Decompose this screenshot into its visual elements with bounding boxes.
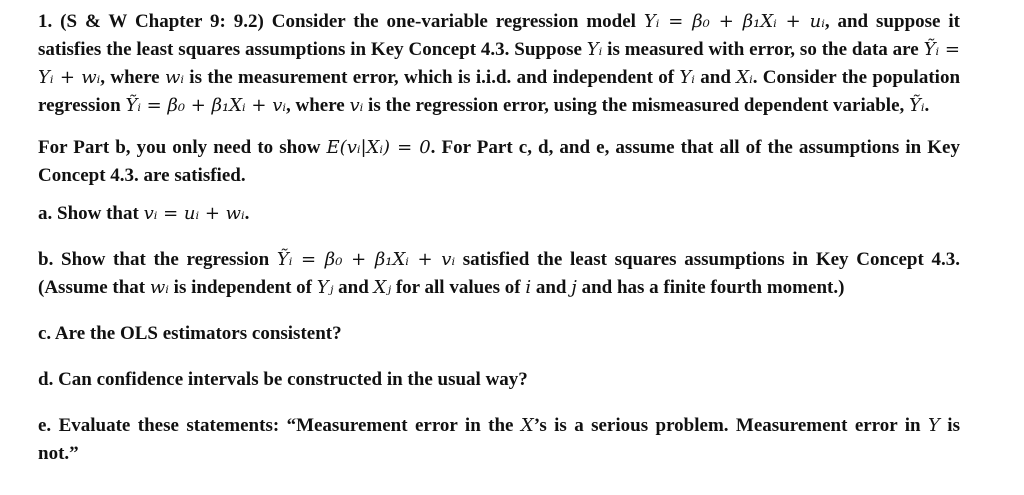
population-regression-equation: Ỹᵢ = β₀ + β₁Xᵢ + vᵢ bbox=[125, 95, 286, 116]
mismeasured-regression-equation: Ỹᵢ = β₀ + β₁Xᵢ + vᵢ bbox=[276, 249, 456, 270]
part-b-text-4: and bbox=[333, 277, 374, 298]
y-variable: Y bbox=[928, 415, 940, 436]
part-b bbox=[38, 246, 960, 302]
index-j: j bbox=[571, 277, 577, 298]
problem-document bbox=[38, 8, 960, 468]
v-variable: vᵢ bbox=[349, 95, 364, 116]
error-sum-equation: vᵢ = uᵢ + wᵢ bbox=[143, 203, 245, 224]
problem-intro bbox=[38, 8, 960, 120]
part-a bbox=[38, 200, 960, 228]
part-e bbox=[38, 412, 960, 468]
intro-text-10: . bbox=[924, 95, 930, 116]
part-e-text-2: ’s is a serious problem. Measurement error in bbox=[533, 415, 929, 436]
intro-text-3: is measured with error, so the data are bbox=[602, 39, 924, 60]
intro-text-7: . Consider the population regression bbox=[38, 67, 961, 116]
intro-text-5: is the measurement error, which is i.i.d. and independent of bbox=[183, 67, 680, 88]
part-e-text-3: is not.” bbox=[38, 415, 960, 464]
problem-note bbox=[38, 134, 960, 190]
measured-data-equation: Ỹᵢ = Yᵢ + wᵢ bbox=[38, 39, 960, 88]
y-tilde-variable: Ỹᵢ bbox=[909, 95, 925, 116]
part-e-text-1: e. Evaluate these statements: “Measurement error in the bbox=[38, 415, 521, 436]
w-variable: wᵢ bbox=[164, 67, 184, 88]
y-j-variable: Yⱼ bbox=[316, 277, 334, 298]
part-b-text-7: and has a finite fourth moment.) bbox=[576, 277, 845, 298]
x-variable: X bbox=[520, 415, 534, 436]
y-variable: Yᵢ bbox=[679, 67, 695, 88]
intro-text-2: , and suppose it satisfies the least squares assumptions in Key Concept 4.3. Suppose bbox=[38, 11, 960, 60]
w-variable: wᵢ bbox=[149, 277, 169, 298]
intro-text-1: 1. (S & W Chapter 9: 9.2) Consider the one-variable regression model bbox=[38, 11, 644, 32]
x-j-variable: Xⱼ bbox=[373, 277, 392, 298]
conditional-expectation-equation: E(vᵢ|Xᵢ) = 0 bbox=[326, 137, 431, 158]
x-variable: Xᵢ bbox=[736, 67, 753, 88]
intro-text-8: , where bbox=[286, 95, 350, 116]
intro-text-9: is the regression error, using the mismeasured dependent variable, bbox=[363, 95, 910, 116]
index-i: i bbox=[525, 277, 532, 298]
part-b-text-1: b. Show that the regression bbox=[38, 249, 277, 270]
regression-model-equation: Yᵢ = β₀ + β₁Xᵢ + uᵢ bbox=[643, 11, 825, 32]
part-a-text-2: . bbox=[244, 203, 250, 224]
part-a-text-1: a. Show that bbox=[38, 203, 144, 224]
note-text-1: For Part b, you only need to show bbox=[38, 137, 327, 158]
part-b-text-5: for all values of bbox=[391, 277, 526, 298]
intro-text-4: , where bbox=[100, 67, 165, 88]
part-b-text-3: is independent of bbox=[168, 277, 317, 298]
part-b-text-2: satisfied the least squares assumptions in Key Concept 4.3. (Assume that bbox=[38, 249, 960, 298]
part-b-text-6: and bbox=[531, 277, 572, 298]
intro-text-6: and bbox=[694, 67, 737, 88]
part-d: d. Can confidence intervals be constructed in the usual way? bbox=[38, 369, 528, 390]
note-text-2: . For Part c, d, and e, assume that all of the assumptions in Key Concept 4.3. are satisfied. bbox=[38, 137, 960, 186]
y-variable: Yᵢ bbox=[586, 39, 603, 60]
part-c: c. Are the OLS estimators consistent? bbox=[38, 323, 342, 344]
